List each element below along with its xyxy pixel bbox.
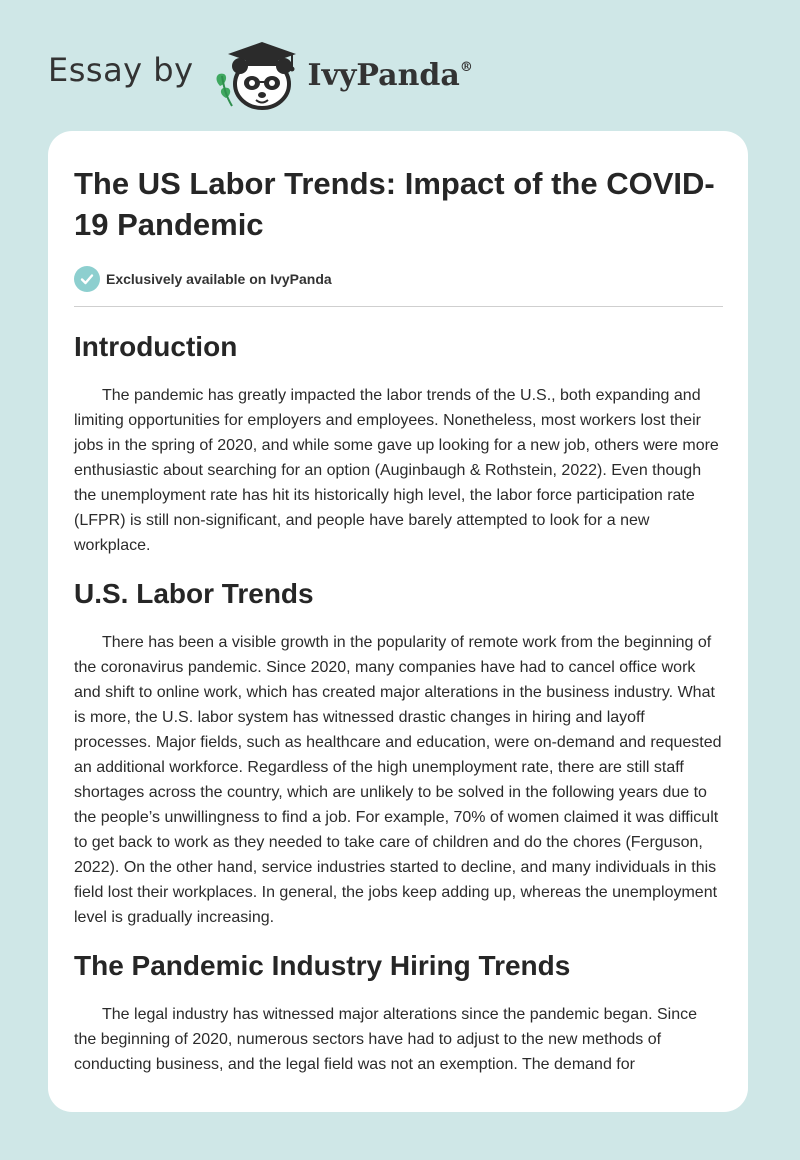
exclusive-badge-text: Exclusively available on IvyPanda — [106, 271, 332, 287]
section-paragraph-introduction: The pandemic has greatly impacted the labor trends of the U.S., both expanding and limiting opportunities for employers and employees. Nonetheless, most workers lost their jobs in the spring of 2020, and while some gave up looking for a new job, others were more enthusiastic about searching for an option (Auginbaugh & Rothstein, 2022). Even though the unemployment rate has hit its historically high level, the labor force participation rate (LFPR) is still non-significant, and people have barely attempted to look for a new workplace. — [74, 387, 719, 554]
section-heading-us-labor-trends: U.S. Labor Trends — [74, 578, 314, 609]
brand-name: IvyPanda® — [307, 57, 473, 93]
section-heading-hiring-trends: The Pandemic Industry Hiring Trends — [74, 950, 571, 981]
brand-prefix: Essay by — [48, 51, 194, 89]
essay-content — [74, 163, 723, 1077]
brand-header[interactable] — [48, 34, 473, 114]
section-paragraph-hiring-trends: The legal industry has witnessed major alterations since the pandemic began. Since the beginning of 2020, numerous sectors have had to adjust to the new methods of conducting business, and the legal field was not an exemption. The demand for — [74, 1006, 697, 1073]
check-circle-icon — [74, 266, 100, 292]
essay-title: The US Labor Trends: Impact of the COVID-19 Pandemic — [74, 166, 715, 242]
essay-card — [48, 131, 748, 1112]
panda-logo-icon — [212, 36, 302, 112]
section-heading-introduction: Introduction — [74, 331, 238, 362]
section-paragraph-us-labor-trends: There has been a visible growth in the popularity of remote work from the beginning of the coronavirus pandemic. Since 2020, many companies have had to cancel office work and shift to online work, which has created major alterations in the business industry. What is more, the U.S. labor system has witnessed drastic changes in hiring and layoff processes. Major fields, such as healthcare and education, were on-demand and requested an additional workforce. Regardless of the high unemployment rate, there are still staff shortages across the country, which are unlikely to be solved in the following years due to the people’s unwillingness to find a job. For example, 70% of women claimed it was difficult to get back to work as they needed to take care of children and do the chores (Ferguson, 2022). On the other hand, service industries started to decline, and many individuals in this field lost their workplaces. In general, the jobs keep adding up, whereas the unemployment level is gradually increasing. — [74, 634, 722, 926]
exclusive-badge — [74, 265, 723, 293]
title-divider — [74, 306, 723, 307]
